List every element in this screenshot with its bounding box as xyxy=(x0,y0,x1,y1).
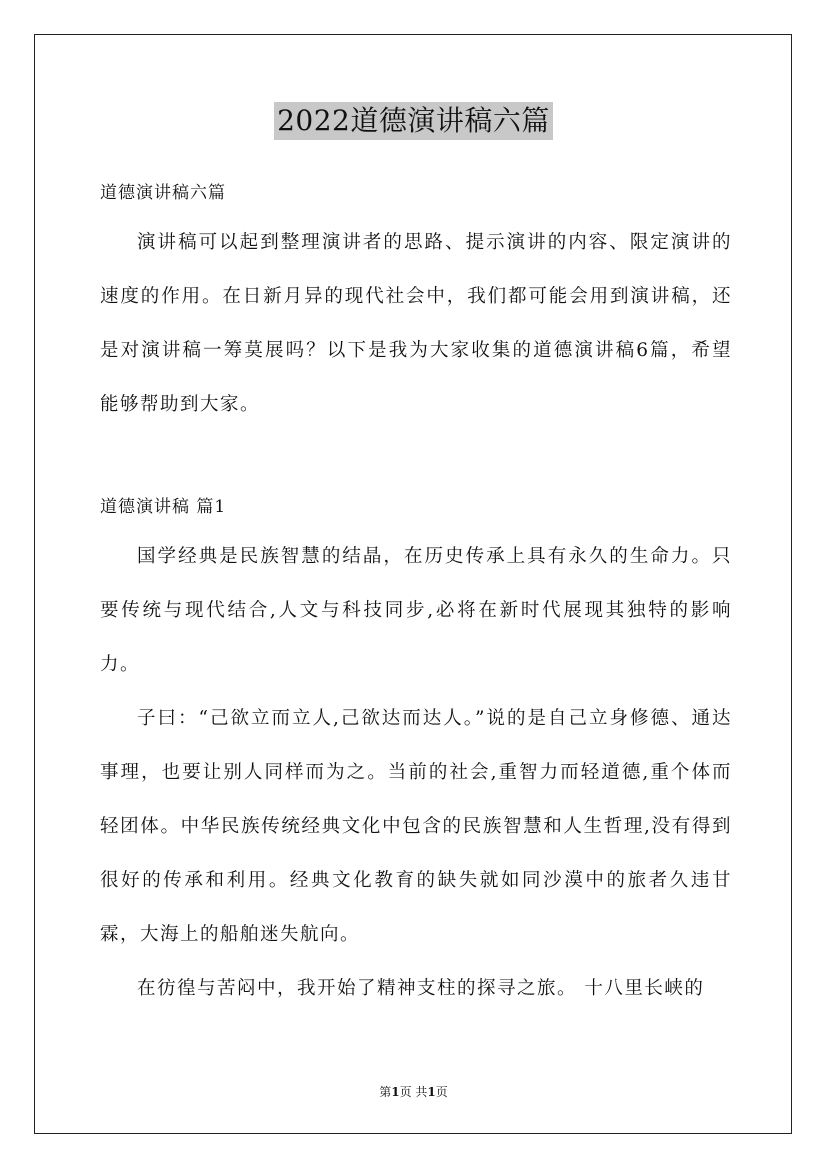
page-footer xyxy=(0,1084,827,1100)
footer-page-total: 1 xyxy=(427,1085,436,1099)
footer-suffix: 页 xyxy=(435,1085,448,1099)
intro-heading: 道德演讲稿六篇 xyxy=(100,183,226,203)
footer-mid: 页 共 xyxy=(399,1085,428,1099)
document-body xyxy=(100,170,732,1016)
section1-paragraph-1: 国学经典是民族智慧的结晶，在历史传承上具有永久的生命力。只要传统与现代结合,人文与科技同步,必将在新时代展现其独特的影响力。 xyxy=(100,546,732,675)
section1-heading: 道德演讲稿 篇1 xyxy=(100,497,227,517)
footer-prefix: 第 xyxy=(379,1085,392,1099)
section1-paragraph-2: 子曰：“己欲立而立人,己欲达而达人。”说的是自己立身修德、通达事理，也要让别人同样而为之。当前的社会,重智力而轻道德,重个体而轻团体。中华民族传统经典文化中包含的民族智慧和人生哲理,没有得到很好的传承和利用。经典文化教育的缺失就如同沙漠中的旅者久违甘霖，大海上的船舶迷失航向。 xyxy=(100,708,732,945)
document-title: 2022道德演讲稿六篇 xyxy=(274,102,553,140)
intro-paragraph: 演讲稿可以起到整理演讲者的思路、提示演讲的内容、限定演讲的速度的作用。在日新月异的现代社会中，我们都可能会用到演讲稿，还是对演讲稿一筹莫展吗？以下是我为大家收集的道德演讲稿6篇，希望能够帮助到大家。 xyxy=(100,232,732,415)
section1-paragraph-3: 在彷徨与苦闷中，我开始了精神支柱的探寻之旅。 十八里长峡的 xyxy=(137,978,705,999)
footer-page-current: 1 xyxy=(391,1085,400,1099)
section-gap xyxy=(100,432,732,484)
title-container xyxy=(0,102,827,140)
